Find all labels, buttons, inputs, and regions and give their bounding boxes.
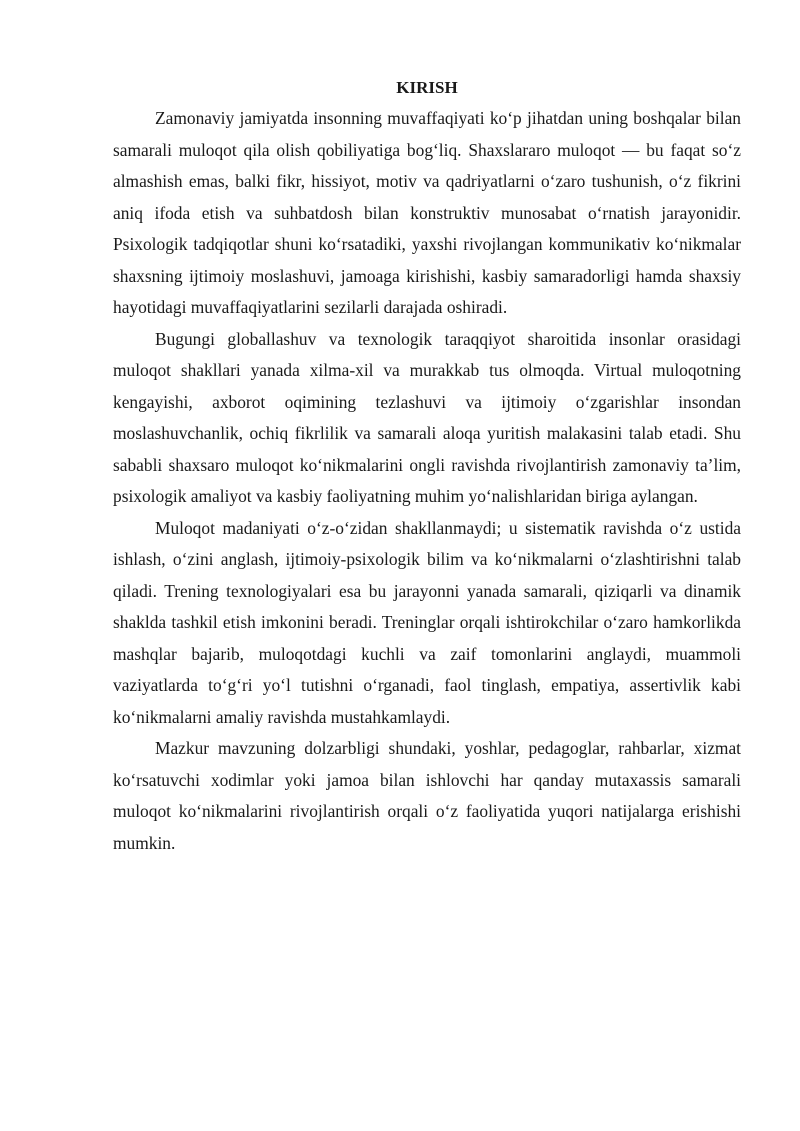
section-title: KIRISH [396, 78, 458, 97]
document-page [113, 76, 741, 859]
paragraph: Bugungi globallashuv va texnologik taraqqiyot sharoitida insonlar orasidagi muloqot shakllari yanada xilma-xil va murakkab tus olmoqda. Virtual muloqotning kengayishi, axborot oqimining tezlashuvi va ijtimoiy o‘zgarishlar insondan moslashuvchanlik, ochiq fikrlilik va samarali aloqa yuritish malakasini talab etadi. Shu sababli shaxsaro muloqot ko‘nikmalarini ongli ravishda rivojlantirish zamonaviy ta’lim, psixologik amaliyot va kasbiy faoliyatning muhim yo‘nalishlaridan biriga aylangan. [113, 328, 741, 506]
paragraph: Mazkur mavzuning dolzarbligi shundaki, yoshlar, pedagoglar, rahbarlar, xizmat ko‘rsatuvchi xodimlar yoki jamoa bilan ishlovchi har qanday mutaxassis samarali muloqot ko‘nikmalarini rivojlantirish orqali o‘z faoliyatida yuqori natijalarga erishishi mumkin. [113, 738, 741, 853]
paragraph: Muloqot madaniyati o‘z-o‘zidan shakllanmaydi; u sistematik ravishda o‘z ustida ishlash, o‘zini anglash, ijtimoiy-psixologik bilim va ko‘nikmalarni o‘zlashtirishni talab qiladi. Trening texnologiyalari esa bu jarayonni yanada samarali, qiziqarli va dinamik shaklda tashkil etish imkonini beradi. Treninglar orqali ishtirokchilar o‘zaro hamkorlikda mashqlar bajarib, muloqotdagi kuchli va zaif tomonlarini anglaydi, muammoli vaziyatlarda to‘g‘ri yo‘l tutishni o‘rganadi, faol tinglash, empatiya, assertivlik kabi ko‘nikmalarni amaliy ravishda mustahkamlaydi. [113, 517, 741, 727]
paragraph: Zamonaviy jamiyatda insonning muvaffaqiyati ko‘p jihatdan uning boshqalar bilan samarali muloqot qila olish qobiliyatiga bog‘liq. Shaxslararo muloqot — bu faqat so‘z almashish emas, balki fikr, hissiyot, motiv va qadriyatlarni o‘zaro tushunish, o‘z fikrini aniq ifoda etish va suhbatdosh bilan konstruktiv munosabat o‘rnatish jarayonidir. Psixologik tadqiqotlar shuni ko‘rsatadiki, yaxshi rivojlangan kommunikativ ko‘nikmalar shaxsning ijtimoiy moslashuvi, jamoaga kirishishi, kasbiy samaradorligi hamda shaxsiy hayotidagi muvaffaqiyatlarini sezilarli darajada oshiradi. [113, 108, 741, 317]
